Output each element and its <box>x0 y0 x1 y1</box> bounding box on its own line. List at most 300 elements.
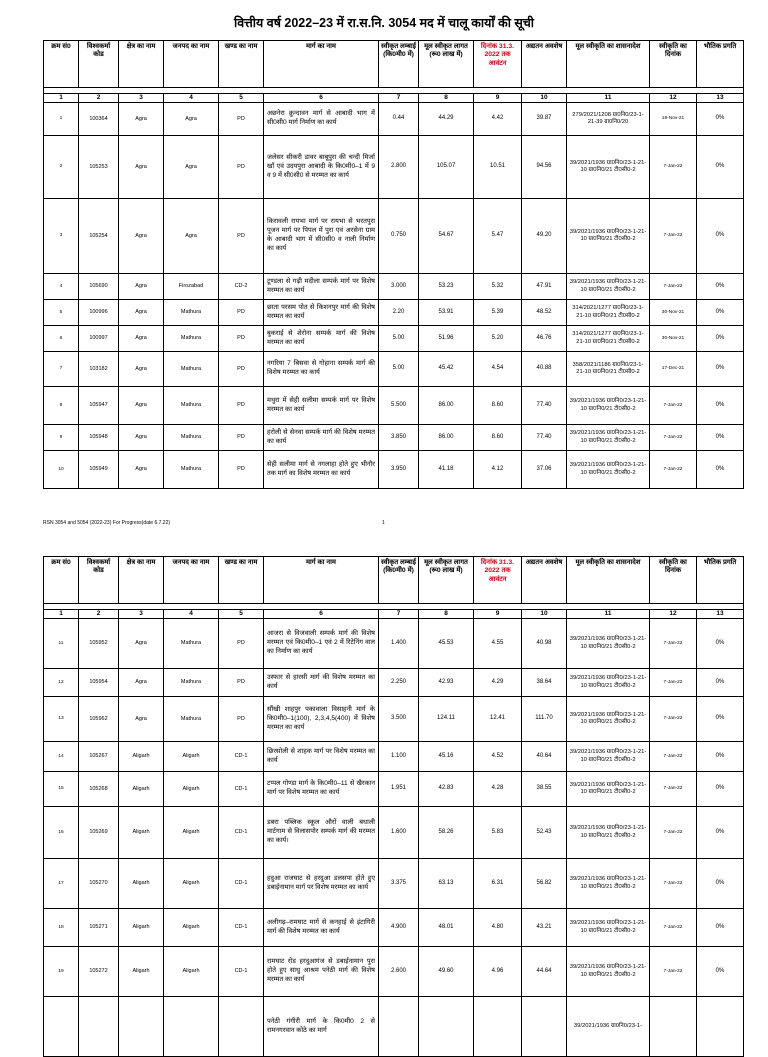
zone-name: Agra <box>119 300 164 326</box>
serial-number: 10 <box>44 451 79 489</box>
allotment: 5.47 <box>474 199 522 274</box>
table-row <box>44 772 744 807</box>
sanction-date: 7-Jan-22 <box>650 947 697 997</box>
division-name: PD <box>219 300 264 326</box>
table-row <box>44 909 744 947</box>
header-cell: जनपद का नाम <box>164 557 219 604</box>
header-cell: स्वीकृत लम्बाई (कि0मी0 में) <box>379 557 419 604</box>
sanctioned-cost: 53.23 <box>419 274 474 300</box>
works-table-page-2 <box>43 556 744 1057</box>
allotment: 5.39 <box>474 300 522 326</box>
column-number: 11 <box>567 610 650 619</box>
sanctioned-length: 5.500 <box>379 387 419 425</box>
road-name: अलीगढ़–रामघाट मार्ग से कनहाई से इंटागिरी मार्ग की विशेष मरम्मत का कार्य <box>264 909 379 947</box>
allotment <box>474 997 522 1057</box>
district-name: Aligarh <box>164 772 219 807</box>
sanction-date: 7-Jan-22 <box>650 807 697 859</box>
balance: 56.82 <box>522 859 567 909</box>
government-order: 39/2021/1936 ग्रा0नि0/23-1-21-10 ग्रा0नि0/21 टी0सी0-2 <box>567 859 650 909</box>
division-name: PD <box>219 451 264 489</box>
division-name <box>219 997 264 1057</box>
column-number-row <box>44 610 744 619</box>
government-order: 39/2021/1936 ग्रा0नि0/23-1-21-10 ग्रा0नि0/21 टी0सी0-2 <box>567 274 650 300</box>
physical-progress: 0% <box>697 425 744 451</box>
zone-name: Agra <box>119 352 164 387</box>
vishwakarma-code: 105690 <box>79 274 119 300</box>
vishwakarma-code: 103182 <box>79 352 119 387</box>
sanctioned-cost: 42.93 <box>419 669 474 697</box>
sanction-date: 18-Nov-21 <box>650 103 697 136</box>
sanction-date: 7-Jan-22 <box>650 742 697 772</box>
vishwakarma-code: 105254 <box>79 199 119 274</box>
allotment: 4.55 <box>474 619 522 669</box>
header-cell: स्वीकृति का दिनांक <box>650 41 697 88</box>
header-cell: अद्यतन अवशेष <box>522 557 567 604</box>
allotment: 4.12 <box>474 451 522 489</box>
serial-number: 19 <box>44 947 79 997</box>
government-order: 39/2021/1936 ग्रा0नि0/23-1-21-10 ग्रा0नि0/21 टी0सी0-2 <box>567 909 650 947</box>
header-cell: जनपद का नाम <box>164 41 219 88</box>
physical-progress: 0% <box>697 909 744 947</box>
column-number: 4 <box>164 610 219 619</box>
balance: 40.88 <box>522 352 567 387</box>
column-number: 9 <box>474 610 522 619</box>
government-order: 39/2021/1936 ग्रा0नि0/23-1-21-10 ग्रा0नि0/21 टी0सी0-2 <box>567 669 650 697</box>
zone-name: Agra <box>119 425 164 451</box>
header-cell: क्रम सं0 <box>44 41 79 88</box>
vishwakarma-code <box>79 997 119 1057</box>
sanctioned-length: 3.950 <box>379 451 419 489</box>
sanctioned-cost: 86.00 <box>419 387 474 425</box>
district-name: Aligarh <box>164 807 219 859</box>
sanctioned-length: 2.250 <box>379 669 419 697</box>
column-number: 8 <box>419 610 474 619</box>
sanctioned-cost: 48.01 <box>419 909 474 947</box>
table-row <box>44 136 744 199</box>
serial-number: 4 <box>44 274 79 300</box>
zone-name: Agra <box>119 199 164 274</box>
allotment: 8.60 <box>474 387 522 425</box>
physical-progress: 0% <box>697 300 744 326</box>
vishwakarma-code: 100364 <box>79 103 119 136</box>
table-row <box>44 274 744 300</box>
column-number: 6 <box>264 94 379 103</box>
zone-name: Aligarh <box>119 742 164 772</box>
district-name: Mathura <box>164 387 219 425</box>
sanctioned-cost: 54.67 <box>419 199 474 274</box>
sanctioned-cost: 41.18 <box>419 451 474 489</box>
table-row <box>44 997 744 1057</box>
road-name: नगरिया 7 बिसवा से गोहाना सम्पर्क मार्ग की विशेष मरम्मत का कार्य <box>264 352 379 387</box>
serial-number: 5 <box>44 300 79 326</box>
sanctioned-cost: 42.83 <box>419 772 474 807</box>
zone-name: Aligarh <box>119 909 164 947</box>
balance: 47.91 <box>522 274 567 300</box>
serial-number: 8 <box>44 387 79 425</box>
physical-progress: 0% <box>697 697 744 742</box>
government-order: 39/2021/1936 ग्रा0नि0/23-1-21-10 ग्रा0नि0/21 टी0सी0-2 <box>567 387 650 425</box>
sanctioned-length: 3.000 <box>379 274 419 300</box>
header-cell: विश्वकर्मा कोड <box>79 41 119 88</box>
column-number: 3 <box>119 94 164 103</box>
sanctioned-length: 1.100 <box>379 742 419 772</box>
column-number: 5 <box>219 94 264 103</box>
allotment: 5.32 <box>474 274 522 300</box>
division-name: PD <box>219 326 264 352</box>
serial-number: 13 <box>44 697 79 742</box>
sanctioned-cost: 49.60 <box>419 947 474 997</box>
allotment: 8.60 <box>474 425 522 451</box>
serial-number: 18 <box>44 909 79 947</box>
column-number: 5 <box>219 610 264 619</box>
division-name: PD <box>219 352 264 387</box>
header-cell: मार्ग का नाम <box>264 557 379 604</box>
table-row <box>44 947 744 997</box>
division-name: CD-1 <box>219 859 264 909</box>
road-name: आजरा से विजवाली सम्पर्क मार्ग की विशेष मरम्मत एवं कि0मी0–1 एवं 2 में रिटेनिंग वाल का निर्माण का कार्य <box>264 619 379 669</box>
column-number: 12 <box>650 610 697 619</box>
physical-progress: 0% <box>697 352 744 387</box>
allotment: 4.42 <box>474 103 522 136</box>
table-row <box>44 326 744 352</box>
physical-progress: 0% <box>697 742 744 772</box>
road-name: टूण्डला से गढ़ी मदीला सम्पर्क मार्ग पर विशेष मरम्मत का कार्य <box>264 274 379 300</box>
balance: 52.43 <box>522 807 567 859</box>
table-row <box>44 619 744 669</box>
district-name: Aligarh <box>164 742 219 772</box>
sanctioned-length: 4.900 <box>379 909 419 947</box>
road-name: उस्फार से हारसी मार्ग की विशेष मरम्मत का कार्य <box>264 669 379 697</box>
zone-name: Agra <box>119 619 164 669</box>
vishwakarma-code: 100996 <box>79 300 119 326</box>
district-name: Mathura <box>164 326 219 352</box>
balance: 39.87 <box>522 103 567 136</box>
sanction-date: 7-Jan-22 <box>650 669 697 697</box>
column-number: 8 <box>419 94 474 103</box>
table-row <box>44 742 744 772</box>
sanctioned-cost: 105.07 <box>419 136 474 199</box>
column-number: 13 <box>697 610 744 619</box>
allotment: 5.83 <box>474 807 522 859</box>
government-order: 39/2021/1936 ग्रा0नि0/23-1-21-10 ग्रा0नि0/21 टी0सी0-2 <box>567 947 650 997</box>
sanction-date: 30-Nov-21 <box>650 300 697 326</box>
header-cell: स्वीकृत लम्बाई (कि0मी0 में) <box>379 41 419 88</box>
header-cell: मार्ग का नाम <box>264 41 379 88</box>
road-name: टप्पल गोण्डा मार्ग के कि0मी0–11 से खैरकान मार्ग पर विशेष मरम्मत का कार्य <box>264 772 379 807</box>
district-name <box>164 997 219 1057</box>
sanctioned-length: 5.00 <box>379 352 419 387</box>
balance: 77.40 <box>522 387 567 425</box>
physical-progress <box>697 997 744 1057</box>
physical-progress: 0% <box>697 859 744 909</box>
column-number-row <box>44 94 744 103</box>
sanctioned-length: 1.600 <box>379 807 419 859</box>
footer-note: RSN 3054 and 5054 (2022-23) For Progress(date 6.7.22) <box>43 520 171 526</box>
column-number: 1 <box>44 94 79 103</box>
sanction-date: 7-Jan-22 <box>650 387 697 425</box>
sanction-date: 7-Jan-22 <box>650 619 697 669</box>
balance: 37.06 <box>522 451 567 489</box>
zone-name: Agra <box>119 451 164 489</box>
table-row <box>44 859 744 909</box>
road-name: डबरा पब्लिक स्कूल औरों वाली बधाली मार्टगाम से विलासपोर सम्पर्क मार्ग की मरम्मत का कार्य। <box>264 807 379 859</box>
header-cell: मूल स्वीकृत लागत (रू0 लाख में) <box>419 557 474 604</box>
government-order: 279/2021/1208 ग्रा0नि0/23-1-21-39 ग्रा0नि0/20 <box>567 103 650 136</box>
district-name: Agra <box>164 136 219 199</box>
header-cell: विश्वकर्मा कोड <box>79 557 119 604</box>
zone-name: Agra <box>119 697 164 742</box>
column-number: 10 <box>522 610 567 619</box>
division-name: PD <box>219 619 264 669</box>
road-name: हरोली से सेनवा सम्पर्क मार्ग की विशेष मरम्मत का कार्य <box>264 425 379 451</box>
column-number: 2 <box>79 610 119 619</box>
government-order: 39/2021/1936 ग्रा0नि0/23-1-21-10 ग्रा0नि0/21 टी0सी0-2 <box>567 451 650 489</box>
serial-number: 1 <box>44 103 79 136</box>
serial-number: 14 <box>44 742 79 772</box>
sanctioned-length: 1.951 <box>379 772 419 807</box>
division-name: PD <box>219 103 264 136</box>
road-name: रामघाट रोड हरदुआगंज से डबाईनामान पुरा होते हुए साधु आश्रम पनेठी मार्ग की विशेष मरम्मत का कार्य <box>264 947 379 997</box>
sanctioned-length: 3.850 <box>379 425 419 451</box>
physical-progress: 0% <box>697 807 744 859</box>
zone-name: Aligarh <box>119 947 164 997</box>
balance: 44.64 <box>522 947 567 997</box>
division-name: PD <box>219 136 264 199</box>
zone-name: Agra <box>119 103 164 136</box>
column-number: 13 <box>697 94 744 103</box>
column-number: 4 <box>164 94 219 103</box>
column-number: 9 <box>474 94 522 103</box>
allotment: 5.20 <box>474 326 522 352</box>
table-row <box>44 807 744 859</box>
government-order: 39/2021/1936 ग्रा0नि0/23-1- <box>567 997 650 1057</box>
sanctioned-cost <box>419 997 474 1057</box>
sanctioned-cost: 45.53 <box>419 619 474 669</box>
road-name: हदुआ राजघाट से हरदुआ डलसपा होते हुए डबाईनामान मार्ग पर विशेष मरम्मत का कार्य <box>264 859 379 909</box>
district-name: Mathura <box>164 451 219 489</box>
table-row <box>44 300 744 326</box>
government-order: 39/2021/1936 ग्रा0नि0/23-1-21-10 ग्रा0नि0/21 टी0सी0-2 <box>567 199 650 274</box>
division-name: PD <box>219 387 264 425</box>
table-row <box>44 387 744 425</box>
sanction-date: 7-Jan-22 <box>650 451 697 489</box>
vishwakarma-code: 105253 <box>79 136 119 199</box>
sanction-date: 7-Jan-22 <box>650 859 697 909</box>
division-name: PD <box>219 425 264 451</box>
zone-name <box>119 997 164 1057</box>
vishwakarma-code: 105271 <box>79 909 119 947</box>
header-cell: खण्ड का नाम <box>219 557 264 604</box>
physical-progress: 0% <box>697 772 744 807</box>
road-name: जलेसर सीकरी डावर बाबूपुरा की चन्दी मिर्जा खाँ एवं उदयपुरा आबादी के कि0मी0–1 में 9 व 9 में सी0सी0 से मरम्मत का कार्य <box>264 136 379 199</box>
district-name: Mathura <box>164 697 219 742</box>
table-body <box>44 103 744 489</box>
header-cell: मूल स्वीकृत लागत (रू0 लाख में) <box>419 41 474 88</box>
balance: 40.98 <box>522 619 567 669</box>
district-name: Mathura <box>164 300 219 326</box>
vishwakarma-code: 105949 <box>79 451 119 489</box>
sanctioned-length: 5.00 <box>379 326 419 352</box>
header-cell: दिनांक 31.3. 2022 तक आवंटन <box>474 557 522 604</box>
physical-progress: 0% <box>697 274 744 300</box>
sanctioned-cost: 45.42 <box>419 352 474 387</box>
column-number: 3 <box>119 610 164 619</box>
header-cell: मूल स्वीकृति का शासनादेश <box>567 41 650 88</box>
sanctioned-length <box>379 997 419 1057</box>
zone-name: Aligarh <box>119 772 164 807</box>
balance: 38.55 <box>522 772 567 807</box>
sanctioned-cost: 58.26 <box>419 807 474 859</box>
column-number: 6 <box>264 610 379 619</box>
sanction-date: 7-Jan-22 <box>650 772 697 807</box>
header-row <box>44 557 744 604</box>
header-cell: क्रम सं0 <box>44 557 79 604</box>
balance: 46.76 <box>522 326 567 352</box>
government-order: 39/2021/1936 ग्रा0नि0/23-1-21-10 ग्रा0नि0/21 टी0सी0-2 <box>567 807 650 859</box>
road-name: सौंखी शाहपुर पकावाला विसाहनी मार्ग के कि0मी0–1(100), 2,3,4,5(400) में विशेष मरम्मत का कार्य <box>264 697 379 742</box>
serial-number: 15 <box>44 772 79 807</box>
serial-number: 7 <box>44 352 79 387</box>
district-name: Mathura <box>164 669 219 697</box>
balance: 40.64 <box>522 742 567 772</box>
page-title: वित्तीय वर्ष 2022–23 में रा.स.नि. 3054 मद में चालू कार्यों की सूची <box>233 16 535 30</box>
balance: 43.21 <box>522 909 567 947</box>
serial-number: 12 <box>44 669 79 697</box>
road-name: छाता परसम पोत से किशनपुर मार्ग की विशेष मरम्मत का कार्य <box>264 300 379 326</box>
vishwakarma-code: 105954 <box>79 669 119 697</box>
sanctioned-length: 2.800 <box>379 136 419 199</box>
physical-progress: 0% <box>697 136 744 199</box>
government-order: 39/2021/1936 ग्रा0नि0/23-1-21-10 ग्रा0नि0/21 टी0सी0-2 <box>567 425 650 451</box>
road-name: किरावली रायभा मार्ग पर रायभा से भरतपुरा पूजन मार्ग पर पिपल में पुरा एवं अरसेना ग्राम के आबादी भाग में सी0सी0 व नाली निर्माण का कार्य <box>264 199 379 274</box>
sanctioned-cost: 53.91 <box>419 300 474 326</box>
sanction-date: 7-Jan-22 <box>650 199 697 274</box>
sanctioned-cost: 86.00 <box>419 425 474 451</box>
table-row <box>44 103 744 136</box>
table-row <box>44 199 744 274</box>
zone-name: Agra <box>119 669 164 697</box>
header-cell: अद्यतन अवशेष <box>522 41 567 88</box>
road-name: मथुरा में सेही सलीमा सम्पर्क मार्ग पर विशेष मरम्मत का कार्य <box>264 387 379 425</box>
sanction-date: 30-Nov-21 <box>650 326 697 352</box>
allotment: 4.29 <box>474 669 522 697</box>
table-row <box>44 425 744 451</box>
allotment: 4.80 <box>474 909 522 947</box>
division-name: CD-1 <box>219 909 264 947</box>
district-name: Mathura <box>164 619 219 669</box>
header-cell: क्षेत्र का नाम <box>119 41 164 88</box>
header-cell: भौतिक प्रगति <box>697 557 744 604</box>
vishwakarma-code: 105952 <box>79 619 119 669</box>
serial-number: 17 <box>44 859 79 909</box>
district-name: Mathura <box>164 425 219 451</box>
district-name: Aligarh <box>164 909 219 947</box>
zone-name: Aligarh <box>119 859 164 909</box>
district-name: Agra <box>164 103 219 136</box>
serial-number: 3 <box>44 199 79 274</box>
sanction-date: 7-Jan-22 <box>650 909 697 947</box>
serial-number: 11 <box>44 619 79 669</box>
sanction-date: 7-Jan-22 <box>650 697 697 742</box>
allotment: 10.51 <box>474 136 522 199</box>
column-number: 7 <box>379 610 419 619</box>
sanction-date: 17-Dec-21 <box>650 352 697 387</box>
government-order: 39/2021/1936 ग्रा0नि0/23-1-21-10 ग्रा0नि0/21 टी0सी0-2 <box>567 136 650 199</box>
road-name: सेही सलीमा मार्ग से नगलाहा होते हुए भीनौर तक मार्ग का विशेष मरम्मत का कार्य <box>264 451 379 489</box>
sanctioned-length: 2.20 <box>379 300 419 326</box>
division-name: PD <box>219 199 264 274</box>
sanction-date: 7-Jan-22 <box>650 425 697 451</box>
column-number: 12 <box>650 94 697 103</box>
physical-progress: 0% <box>697 103 744 136</box>
column-number: 10 <box>522 94 567 103</box>
allotment: 4.52 <box>474 742 522 772</box>
header-cell: खण्ड का नाम <box>219 41 264 88</box>
serial-number <box>44 997 79 1057</box>
column-number: 7 <box>379 94 419 103</box>
sanctioned-cost: 45.16 <box>419 742 474 772</box>
government-order: 39/2021/1936 ग्रा0नि0/23-1-21-10 ग्रा0नि0/21 टी0सी0-2 <box>567 619 650 669</box>
allotment: 6.31 <box>474 859 522 909</box>
header-cell: मूल स्वीकृति का शासनादेश <box>567 557 650 604</box>
zone-name: Agra <box>119 326 164 352</box>
works-table-page-1 <box>43 40 744 489</box>
balance: 38.64 <box>522 669 567 697</box>
table-row <box>44 669 744 697</box>
allotment: 4.54 <box>474 352 522 387</box>
sanctioned-length: 3.500 <box>379 697 419 742</box>
sanctioned-length: 0.750 <box>379 199 419 274</box>
sanction-date: 7-Jan-22 <box>650 136 697 199</box>
physical-progress: 0% <box>697 387 744 425</box>
division-name: CD-1 <box>219 772 264 807</box>
division-name: CD-1 <box>219 742 264 772</box>
sanctioned-length: 0.44 <box>379 103 419 136</box>
government-order: 314/2021/1277 ग्रा0नि0/23-1-21-10 ग्रा0नि0/21 टी0सी0-2 <box>567 300 650 326</box>
division-name: PD <box>219 669 264 697</box>
government-order: 39/2021/1936 ग्रा0नि0/23-1-21-10 ग्रा0नि0/21 टी0सी0-2 <box>567 742 650 772</box>
government-order: 39/2021/1936 ग्रा0नि0/23-1-21-10 ग्रा0नि0/21 टी0सी0-2 <box>567 697 650 742</box>
road-name: पनेठी गंगीरी मार्ग के कि0मी0 2 से रामनगरवान कोठे का मार्ग <box>264 997 379 1057</box>
physical-progress: 0% <box>697 451 744 489</box>
sanction-date <box>650 997 697 1057</box>
column-number: 11 <box>567 94 650 103</box>
sanctioned-cost: 51.96 <box>419 326 474 352</box>
sanctioned-cost: 44.29 <box>419 103 474 136</box>
physical-progress: 0% <box>697 947 744 997</box>
zone-name: Agra <box>119 274 164 300</box>
road-name: छिरसोली से शाहक मार्ग पर विशेष मरम्मत का कार्य <box>264 742 379 772</box>
page-number: 1 <box>382 520 385 526</box>
zone-name: Agra <box>119 387 164 425</box>
physical-progress: 0% <box>697 619 744 669</box>
column-number: 1 <box>44 610 79 619</box>
header-cell: भौतिक प्रगति <box>697 41 744 88</box>
table-body <box>44 619 744 1057</box>
vishwakarma-code: 105270 <box>79 859 119 909</box>
zone-name: Aligarh <box>119 807 164 859</box>
balance: 48.52 <box>522 300 567 326</box>
division-name: PD <box>219 697 264 742</box>
road-name: अछनेरा क्रुन्दावन मार्ग से आबादी भाग में सी0सी0 मार्ग निर्माण का कार्य <box>264 103 379 136</box>
government-order: 39/2021/1936 ग्रा0नि0/23-1-21-10 ग्रा0नि0/21 टी0सी0-2 <box>567 772 650 807</box>
sanctioned-length: 1.400 <box>379 619 419 669</box>
zone-name: Agra <box>119 136 164 199</box>
division-name: CD-1 <box>219 807 264 859</box>
table-row <box>44 697 744 742</box>
balance: 111.70 <box>522 697 567 742</box>
vishwakarma-code: 105269 <box>79 807 119 859</box>
